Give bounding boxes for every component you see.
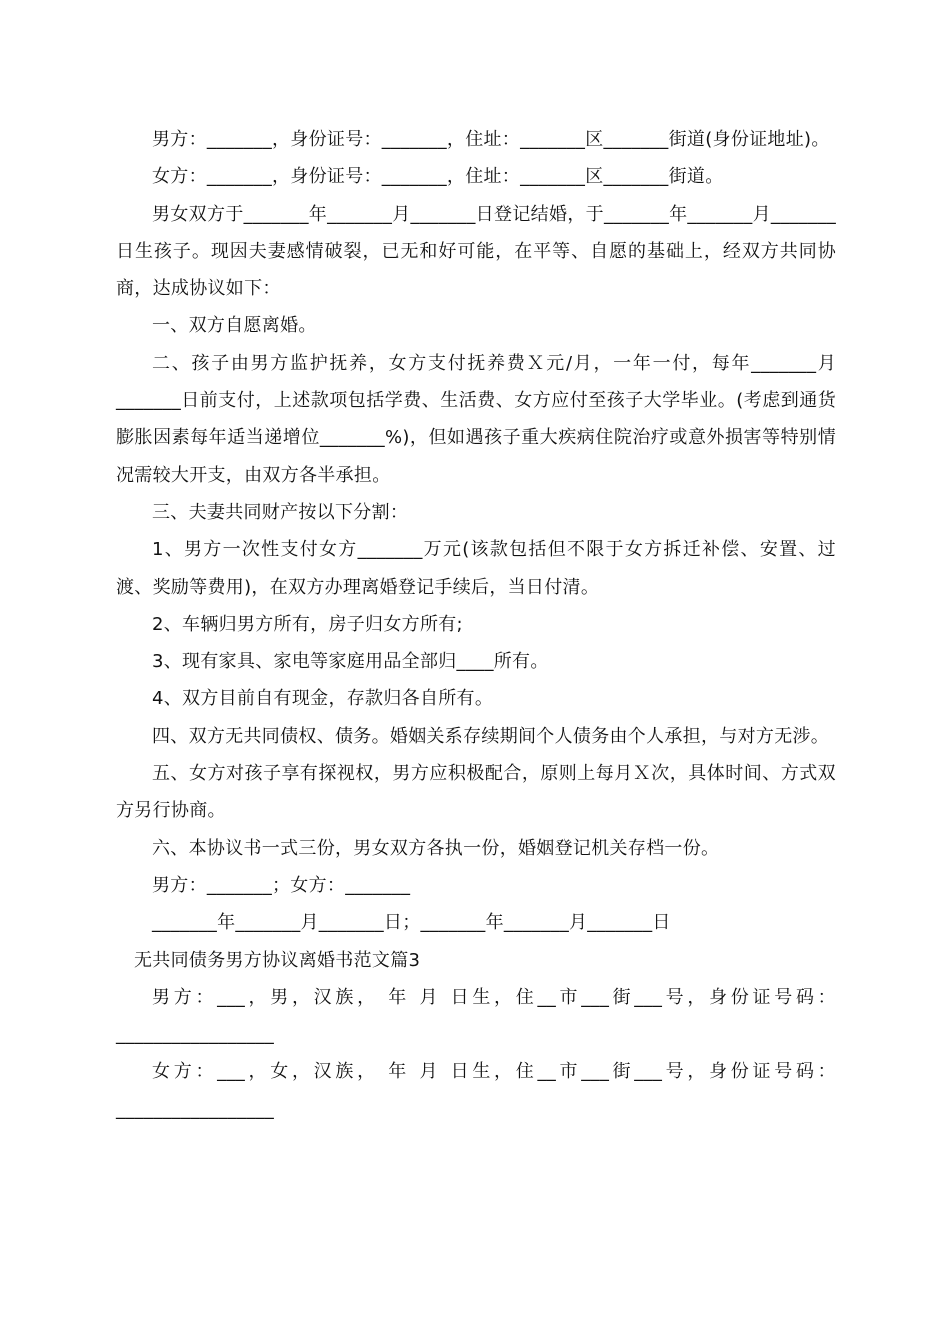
paragraph-marriage-background: 男女双方于_______年_______月_______日登记结婚，于_______年_______月_______日生孩子。现因夫妻感情破裂，已无和好可能，在平等、自愿的基础上，经双方共同协商，达成协议如下： — [116, 203, 836, 300]
paragraph-wife-details: 女方：___，女，汉族， 年 月 日生，住__市___街___号，身份证号码：_________________ — [116, 1061, 836, 1120]
subclause-vehicle-house: 2、车辆归男方所有，房子归女方所有; — [152, 613, 463, 635]
paragraph-husband-details: 男方：___，男，汉族， 年 月 日生，住__市___街___号，身份证号码：_________________ — [116, 986, 836, 1046]
date-line: _______年_______月_______日；_______年_______月_______日 — [152, 912, 671, 934]
clause-copies: 六、本协议书一式三份，男女双方各执一份，婚姻登记机关存档一份。 — [152, 837, 720, 859]
section-title: 无共同债务男方协议离婚书范文篇3 — [134, 949, 421, 971]
clause-child-custody: 二、孩子由男方监护抚养，女方支付抚养费Ｘ元/月，一年一付，每年_______月_______日前支付，上述款项包括学费、生活费、女方应付至孩子大学毕业。(考虑到通货膨胀因素每年适当递增位_______%)，但如遇孩子重大疾病住院治疗或意外损害等特别情况需较大开支，由双方各半承担。 — [116, 352, 836, 486]
clause-property-division: 三、夫妻共同财产按以下分割： — [152, 501, 409, 523]
signature-line: 男方：_______；女方：_______ — [152, 874, 411, 896]
clause-no-debts: 四、双方无共同债权、债务。婚姻关系存续期间个人债务由个人承担，与对方无涉。 — [152, 725, 830, 747]
subclause-cash: 4、双方目前自有现金，存款归各自所有。 — [152, 688, 494, 710]
paragraph-wife-info: 女方：_______，身份证号：_______，住址：_______区_______街道。 — [152, 166, 724, 188]
clause-voluntary-divorce: 一、双方自愿离婚。 — [152, 315, 317, 337]
clause-visitation: 五、女方对孩子享有探视权，男方应积极配合，原则上每月Ｘ次，具体时间、方式双方另行协商。 — [116, 763, 836, 822]
document-body — [116, 121, 836, 1128]
subclause-furniture: 3、现有家具、家电等家庭用品全部归____所有。 — [152, 651, 549, 673]
subclause-payment: 1、男方一次性支付女方_______万元(该款包括但不限于女方拆迁补偿、安置、过渡、奖励等费用)，在双方办理离婚登记手续后，当日付清。 — [116, 539, 836, 598]
paragraph-husband-info: 男方：_______，身份证号：_______，住址：_______区_______街道(身份证地址)。 — [152, 129, 830, 150]
